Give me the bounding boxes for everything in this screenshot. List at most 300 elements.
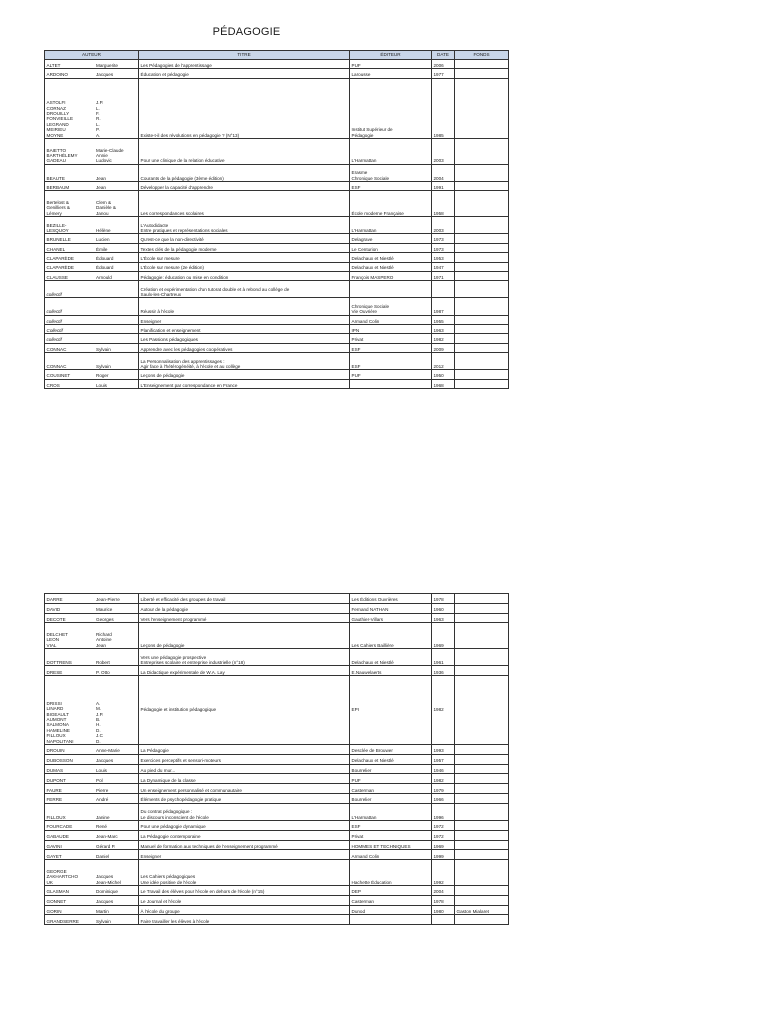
- fonds-cell: [455, 181, 509, 190]
- author-firstname-cell: Édouard: [95, 262, 139, 271]
- author-firstname-cell: Martin: [95, 905, 139, 915]
- author-firstname-cell: Richard Antoine Jean: [95, 623, 139, 649]
- publisher-cell: Dunod: [350, 905, 432, 915]
- date-cell: [432, 915, 455, 925]
- author-firstname-cell: Émile: [95, 243, 139, 252]
- title-cell: Pour une pédagogie dynamique: [139, 820, 350, 830]
- table-row: [45, 840, 509, 850]
- author-firstname-cell: Robert: [95, 649, 139, 666]
- fonds-cell: [455, 60, 509, 69]
- date-cell: 1993: [432, 744, 455, 754]
- table-row: [45, 623, 509, 649]
- table-body-1: [45, 60, 509, 389]
- author-name-cell: CLAPARÈDE: [45, 262, 95, 271]
- date-cell: 1991: [432, 181, 455, 190]
- author-firstname-cell: [95, 325, 139, 334]
- author-name-cell: GRANDSERRE: [45, 915, 95, 925]
- fonds-cell: [455, 676, 509, 745]
- fonds-cell: [455, 217, 509, 234]
- fonds-cell: [455, 885, 509, 895]
- author-name-cell: CLAPARÈDE: [45, 253, 95, 262]
- title-cell: Faire travailler les élèves à l'école: [139, 915, 350, 925]
- title-cell: Apprendre avec les pédagogies coopératives: [139, 343, 350, 352]
- publisher-cell: Bourrelier: [350, 793, 432, 803]
- table-row: [45, 793, 509, 803]
- table-row: [45, 69, 509, 78]
- fonds-cell: [455, 803, 509, 820]
- date-cell: 1960: [432, 603, 455, 613]
- table-row: [45, 603, 509, 613]
- publisher-cell: [350, 379, 432, 388]
- author-firstname-cell: Marguerite: [95, 60, 139, 69]
- date-cell: 1979: [432, 784, 455, 794]
- author-firstname-cell: Lucien: [95, 234, 139, 243]
- table-row: [45, 784, 509, 794]
- author-name-cell: DROUIN: [45, 744, 95, 754]
- title-cell: Création et expérimentation d'un tutorat double et à rebond au collège de Saulx-les-Chartreux: [139, 281, 350, 298]
- author-name-cell: BERBAUM: [45, 181, 95, 190]
- publisher-cell: ESF: [350, 353, 432, 370]
- author-name-cell: BAIETTO BARTHÉLEMY GADEAU: [45, 138, 95, 164]
- table-row: [45, 253, 509, 262]
- date-cell: 2006: [432, 60, 455, 69]
- author-firstname-cell: Georges: [95, 613, 139, 623]
- publisher-cell: [350, 281, 432, 298]
- author-name-cell: CLAUSSE: [45, 271, 95, 280]
- table-row: [45, 613, 509, 623]
- publisher-cell: Les Éditions Ouvrières: [350, 594, 432, 604]
- title-cell: La Pédagogie: [139, 744, 350, 754]
- date-cell: 1955: [432, 315, 455, 324]
- fonds-cell: Gaston Mialaret: [455, 905, 509, 915]
- table-row: [45, 298, 509, 315]
- table-row: [45, 895, 509, 905]
- fonds-cell: [455, 774, 509, 784]
- author-name-cell: CROS: [45, 379, 95, 388]
- date-cell: 1972: [432, 830, 455, 840]
- fonds-cell: [455, 353, 509, 370]
- author-firstname-cell: Jean-Marc: [95, 830, 139, 840]
- author-firstname-cell: [95, 334, 139, 343]
- publisher-cell: Delachaux et Niestlé: [350, 649, 432, 666]
- table-row: [45, 764, 509, 774]
- table-row: [45, 379, 509, 388]
- table-row: [45, 820, 509, 830]
- author-firstname-cell: Clem & Danièle & Janou: [95, 191, 139, 217]
- title-cell: Un enseignement personnalisé et communautaire: [139, 784, 350, 794]
- title-cell: Éducation et pédagogie: [139, 69, 350, 78]
- date-cell: 2012: [432, 353, 455, 370]
- publisher-cell: L'Harmattan: [350, 138, 432, 164]
- title-cell: L'École sur mesure (2e édition): [139, 262, 350, 271]
- table-row: [45, 353, 509, 370]
- table-row: [45, 271, 509, 280]
- date-cell: 2004: [432, 164, 455, 181]
- fonds-cell: [455, 281, 509, 298]
- publisher-cell: Delachaux et Niestlé: [350, 754, 432, 764]
- author-name-cell: GAYET: [45, 850, 95, 860]
- fonds-cell: [455, 325, 509, 334]
- title-cell: Enseigner: [139, 315, 350, 324]
- author-name-cell: BEAUTE: [45, 164, 95, 181]
- fonds-cell: [455, 623, 509, 649]
- date-cell: 2003: [432, 217, 455, 234]
- date-cell: 1950: [432, 370, 455, 379]
- date-cell: 1968: [432, 379, 455, 388]
- table-row: [45, 744, 509, 754]
- title-cell: L'École sur mesure: [139, 253, 350, 262]
- fonds-cell: [455, 850, 509, 860]
- title-cell: Le Travail des élèves pour l'école en dehors de l'école (n°15): [139, 885, 350, 895]
- table-row: [45, 830, 509, 840]
- author-firstname-cell: Maurice: [95, 603, 139, 613]
- title-cell: Leçons de pédagogie: [139, 623, 350, 649]
- author-firstname-cell: Édouard: [95, 253, 139, 262]
- table-row: [45, 754, 509, 764]
- author-firstname-cell: Sylvain: [95, 915, 139, 925]
- date-cell: 1947: [432, 262, 455, 271]
- publisher-cell: PUF: [350, 370, 432, 379]
- author-firstname-cell: A. M. J.P. B. H. D. J.C D.: [95, 676, 139, 745]
- title-cell: Les Passions pédagogiques: [139, 334, 350, 343]
- date-cell: 1999: [432, 850, 455, 860]
- author-firstname-cell: Jacques: [95, 895, 139, 905]
- title-cell: Vers une pédagogie prospective Entreprises scolaire et entreprise industrielle (n°18): [139, 649, 350, 666]
- fonds-cell: [455, 666, 509, 676]
- fonds-cell: [455, 78, 509, 138]
- author-name-cell: FOURCADE: [45, 820, 95, 830]
- author-name-cell: DARRE: [45, 594, 95, 604]
- title-cell: Les Cahiers pédagogiques Une idée positive de l'école: [139, 860, 350, 886]
- author-firstname-cell: Jacques: [95, 754, 139, 764]
- date-cell: 2004: [432, 885, 455, 895]
- title-cell: Textes clés de la pédagogie moderne: [139, 243, 350, 252]
- fonds-cell: [455, 915, 509, 925]
- publisher-cell: Erasme Chronique Sociale: [350, 164, 432, 181]
- author-name-cell: CONNAC: [45, 353, 95, 370]
- publisher-cell: Delachaux et Niestlé: [350, 253, 432, 262]
- fonds-cell: [455, 744, 509, 754]
- table-row: [45, 78, 509, 138]
- title-cell: La Personnalisation des apprentissages : Agir face à l'hétérogénéité, à l'école et au collège: [139, 353, 350, 370]
- date-cell: 1985: [432, 78, 455, 138]
- publisher-cell: Bourrelier: [350, 764, 432, 774]
- author-firstname-cell: Jean: [95, 181, 139, 190]
- author-firstname-cell: Gérard P.: [95, 840, 139, 850]
- table-row: [45, 60, 509, 69]
- table-row: [45, 343, 509, 352]
- publisher-cell: Hachette Éducation: [350, 860, 432, 886]
- publisher-cell: ESF: [350, 343, 432, 352]
- title-cell: Leçons de pédagogie: [139, 370, 350, 379]
- date-cell: 1973: [432, 243, 455, 252]
- fonds-cell: [455, 262, 509, 271]
- author-firstname-cell: Marie-Claude Annie Ludovic: [95, 138, 139, 164]
- fonds-cell: [455, 379, 509, 388]
- title-cell: Liberté et efficacité des groupes de travail: [139, 594, 350, 604]
- author-name-cell: GABAUDE: [45, 830, 95, 840]
- publisher-cell: L'Harmattan: [350, 217, 432, 234]
- publisher-cell: Desclée de Brouwer: [350, 744, 432, 754]
- fonds-cell: [455, 860, 509, 886]
- author-name-cell: GORIN: [45, 905, 95, 915]
- fonds-cell: [455, 840, 509, 850]
- date-cell: 1973: [432, 234, 455, 243]
- date-cell: 1977: [432, 69, 455, 78]
- title-cell: Exercices perceptifs et sensori-moteurs: [139, 754, 350, 764]
- author-name-cell: CHANEL: [45, 243, 95, 252]
- date-cell: 1978: [432, 594, 455, 604]
- author-name-cell: DECOTE: [45, 613, 95, 623]
- table-row: [45, 649, 509, 666]
- table-row: [45, 281, 509, 298]
- date-cell: 1958: [432, 191, 455, 217]
- author-firstname-cell: Hélène: [95, 217, 139, 234]
- fonds-cell: [455, 164, 509, 181]
- title-cell: Du contrat pédagogique : Le discours inconscient de l'école: [139, 803, 350, 820]
- title-cell: Existe-t-il des révolutions en pédagogie ? (N°13): [139, 78, 350, 138]
- author-firstname-cell: Dominique: [95, 885, 139, 895]
- title-cell: La Dynamique de la classe: [139, 774, 350, 784]
- table-row: [45, 666, 509, 676]
- author-firstname-cell: Anne-Marie: [95, 744, 139, 754]
- publisher-cell: Armand Colin: [350, 850, 432, 860]
- date-cell: [432, 281, 455, 298]
- date-cell: 1996: [432, 803, 455, 820]
- title-cell: Les correspondances scolaires: [139, 191, 350, 217]
- title-cell: Pédagogie: éducation ou mise en condition: [139, 271, 350, 280]
- header-author: AUTEUR: [45, 51, 139, 60]
- publisher-cell: DEP: [350, 885, 432, 895]
- publisher-cell: PUF: [350, 774, 432, 784]
- table-row: [45, 860, 509, 886]
- title-cell: Vers l'enseignement programmé: [139, 613, 350, 623]
- table-row: [45, 164, 509, 181]
- title-cell: Manuel de formation aux techniques de l'enseignement programmé: [139, 840, 350, 850]
- publisher-cell: PUF: [350, 60, 432, 69]
- fonds-cell: [455, 138, 509, 164]
- publisher-cell: IPN: [350, 325, 432, 334]
- title-cell: Courants de la pédagogie (3ème édition): [139, 164, 350, 181]
- author-name-cell: FILLOUX: [45, 803, 95, 820]
- author-firstname-cell: Louis: [95, 379, 139, 388]
- author-firstname-cell: Jean-Pierre: [95, 594, 139, 604]
- author-firstname-cell: Jacques: [95, 69, 139, 78]
- publisher-cell: EPI: [350, 676, 432, 745]
- publisher-cell: Fernand NATHAN: [350, 603, 432, 613]
- author-name-cell: GEORGE ZAKHARTCHO UK: [45, 860, 95, 886]
- author-name-cell: BEZILLE- LESQUOY: [45, 217, 95, 234]
- table-row: [45, 191, 509, 217]
- author-firstname-cell: Janine: [95, 803, 139, 820]
- date-cell: 1972: [432, 820, 455, 830]
- fonds-cell: [455, 764, 509, 774]
- author-name-cell: FAURE: [45, 784, 95, 794]
- title-cell: La Pédagogie contemporaine: [139, 830, 350, 840]
- table-header-row: [45, 51, 509, 60]
- author-firstname-cell: Pierre: [95, 784, 139, 794]
- header-date: DATE: [432, 51, 455, 60]
- date-cell: 2003: [432, 138, 455, 164]
- title-cell: Planification et enseignement: [139, 325, 350, 334]
- publisher-cell: L'Harmattan: [350, 803, 432, 820]
- table-row: [45, 262, 509, 271]
- date-cell: 1957: [432, 754, 455, 764]
- date-cell: 1953: [432, 253, 455, 262]
- fonds-cell: [455, 603, 509, 613]
- author-firstname-cell: Roger: [95, 370, 139, 379]
- publisher-cell: École moderne Française: [350, 191, 432, 217]
- fonds-cell: [455, 649, 509, 666]
- author-firstname-cell: [95, 315, 139, 324]
- date-cell: 1971: [432, 271, 455, 280]
- fonds-cell: [455, 793, 509, 803]
- title-cell: À l'école du groupe: [139, 905, 350, 915]
- author-name-cell: collectif: [45, 315, 95, 324]
- author-name-cell: DELCHET LEON VIAL: [45, 623, 95, 649]
- author-firstname-cell: Sylvain: [95, 343, 139, 352]
- author-name-cell: DUPONT: [45, 774, 95, 784]
- fonds-cell: [455, 370, 509, 379]
- title-cell: Le Journal et l'école: [139, 895, 350, 905]
- author-firstname-cell: [95, 298, 139, 315]
- publisher-cell: Casterman: [350, 895, 432, 905]
- publisher-cell: Armand Colin: [350, 315, 432, 324]
- author-name-cell: ASTOLFI CORNAZ DROUILLY FONVIEILLE LEGRAND MEIRIEU MOYNE: [45, 78, 95, 138]
- author-name-cell: FERRE: [45, 793, 95, 803]
- author-name-cell: ALTET: [45, 60, 95, 69]
- author-firstname-cell: Jacques Jean-Michel: [95, 860, 139, 886]
- publisher-cell: HOMMES ET TECHNIQUES: [350, 840, 432, 850]
- date-cell: 1982: [432, 676, 455, 745]
- publisher-cell: Delagrave: [350, 234, 432, 243]
- fonds-cell: [455, 343, 509, 352]
- fonds-cell: [455, 613, 509, 623]
- date-cell: 1966: [432, 793, 455, 803]
- title-cell: Pour une clinique de la relation éducative: [139, 138, 350, 164]
- title-cell: Les Pédagogies de l'apprentissage: [139, 60, 350, 69]
- date-cell: 1982: [432, 774, 455, 784]
- title-cell: Au pied du mur...: [139, 764, 350, 774]
- bibliography-table-1: [44, 50, 509, 389]
- title-cell: Pédagogie et institution pédagogique: [139, 676, 350, 745]
- author-firstname-cell: Arnould: [95, 271, 139, 280]
- table-row: [45, 334, 509, 343]
- author-name-cell: collectif: [45, 334, 95, 343]
- fonds-cell: [455, 594, 509, 604]
- title-cell: L'Autodidacte Entre pratiques et représentations sociales: [139, 217, 350, 234]
- table-row: [45, 915, 509, 925]
- header-title: TITRE: [139, 51, 350, 60]
- author-name-cell: collectif: [45, 281, 95, 298]
- author-firstname-cell: J.P. L. F. R. L. P. A.: [95, 78, 139, 138]
- publisher-cell: ESF: [350, 820, 432, 830]
- author-name-cell: CONNAC: [45, 343, 95, 352]
- author-name-cell: GLASMAN: [45, 885, 95, 895]
- table-row: [45, 594, 509, 604]
- title-cell: La Didactique expérimentale de W.A. Lay: [139, 666, 350, 676]
- author-name-cell: DRISSI LINARD BIGEAULT AUMONT SALMONA HAMELINE FILLOUX NAPOLITANI: [45, 676, 95, 745]
- author-firstname-cell: Daniel: [95, 850, 139, 860]
- title-cell: Éléments de psychopédagogie pratique: [139, 793, 350, 803]
- author-firstname-cell: [95, 281, 139, 298]
- date-cell: 1978: [432, 895, 455, 905]
- fonds-cell: [455, 191, 509, 217]
- table-row: [45, 803, 509, 820]
- header-fonds: FONDS: [455, 51, 509, 60]
- date-cell: 1936: [432, 666, 455, 676]
- author-firstname-cell: Pol: [95, 774, 139, 784]
- date-cell: 1969: [432, 840, 455, 850]
- date-cell: 1992: [432, 860, 455, 886]
- author-name-cell: ARDOINO: [45, 69, 95, 78]
- table-row: [45, 243, 509, 252]
- publisher-cell: Delachaux et Niestlé: [350, 262, 432, 271]
- author-name-cell: COUSINET: [45, 370, 95, 379]
- fonds-cell: [455, 253, 509, 262]
- fonds-cell: [455, 243, 509, 252]
- publisher-cell: Institut Supérieur de Pédagogie: [350, 78, 432, 138]
- publisher-cell: E.Nauwelaerts: [350, 666, 432, 676]
- table-row: [45, 217, 509, 234]
- table-row: [45, 676, 509, 745]
- author-firstname-cell: Sylvain: [95, 353, 139, 370]
- publisher-cell: François MASPERO: [350, 271, 432, 280]
- date-cell: 1982: [432, 334, 455, 343]
- fonds-cell: [455, 298, 509, 315]
- fonds-cell: [455, 754, 509, 764]
- fonds-cell: [455, 784, 509, 794]
- author-name-cell: collectif: [45, 298, 95, 315]
- date-cell: 1980: [432, 905, 455, 915]
- page-title: PÉDAGOGIE: [212, 26, 281, 38]
- table-row: [45, 885, 509, 895]
- date-cell: 1961: [432, 649, 455, 666]
- fonds-cell: [455, 820, 509, 830]
- author-firstname-cell: René: [95, 820, 139, 830]
- table-row: [45, 850, 509, 860]
- publisher-cell: [350, 915, 432, 925]
- title-cell: Réussir à l'école: [139, 298, 350, 315]
- author-firstname-cell: P. Otto: [95, 666, 139, 676]
- title-cell: Autour de la pédagogie: [139, 603, 350, 613]
- publisher-cell: Les Cahiers Baillière: [350, 623, 432, 649]
- author-name-cell: DOTTRENS: [45, 649, 95, 666]
- publisher-cell: Privat: [350, 830, 432, 840]
- publisher-cell: Chronique Sociale Vie Ouvrière: [350, 298, 432, 315]
- table-row: [45, 315, 509, 324]
- author-firstname-cell: André: [95, 793, 139, 803]
- fonds-cell: [455, 69, 509, 78]
- author-name-cell: DUMAS: [45, 764, 95, 774]
- table-row: [45, 370, 509, 379]
- title-cell: Qu'est-ce que la non-directivité: [139, 234, 350, 243]
- author-name-cell: DAVID: [45, 603, 95, 613]
- fonds-cell: [455, 234, 509, 243]
- table-body-2: [45, 594, 509, 925]
- author-firstname-cell: Louis: [95, 764, 139, 774]
- table-row: [45, 774, 509, 784]
- table-row: [45, 138, 509, 164]
- author-name-cell: DUBOSSON: [45, 754, 95, 764]
- fonds-cell: [455, 830, 509, 840]
- author-firstname-cell: Jean: [95, 164, 139, 181]
- header-publisher: ÉDITEUR: [350, 51, 432, 60]
- title-cell: L'Enseignement par correspondance en France: [139, 379, 350, 388]
- author-name-cell: GONNET: [45, 895, 95, 905]
- table-row: [45, 234, 509, 243]
- fonds-cell: [455, 895, 509, 905]
